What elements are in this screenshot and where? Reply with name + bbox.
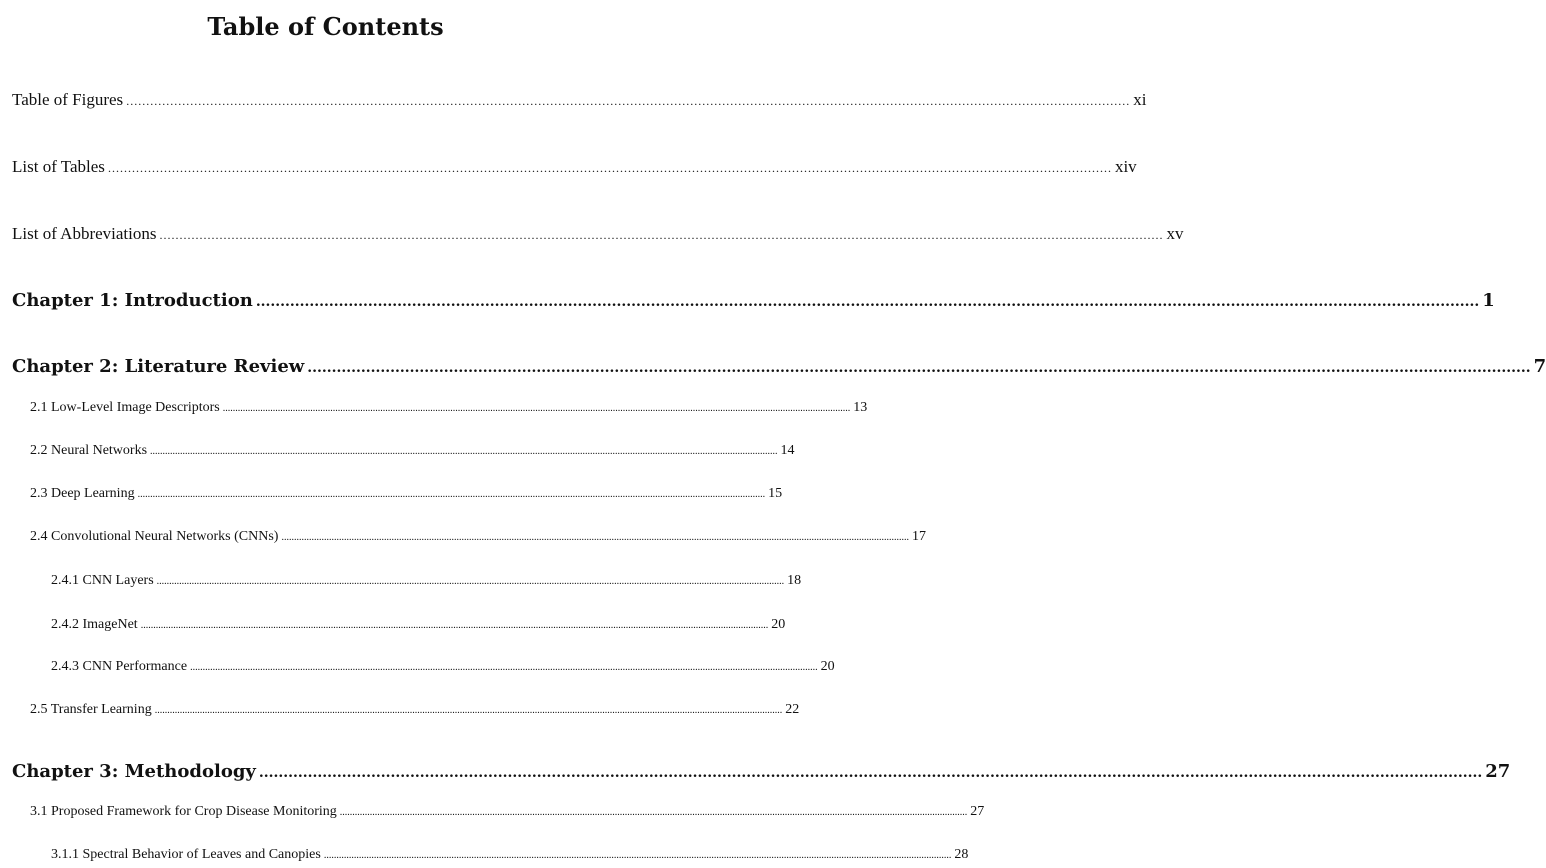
dot-leader: ........................................................................................................................................................................................................................................................... [222,403,851,414]
toc-page-number: 28 [954,847,969,862]
dot-leader: ........................................................................................................................................................................................................................................................... [258,765,1483,781]
toc-entry-chapter-3[interactable] [12,761,1511,782]
dot-leader: ........................................................................................................................................................................................................................................................... [159,228,1164,242]
toc-entry-2-2[interactable] [30,443,795,459]
toc-page-number: 20 [771,617,786,632]
dot-leader: ........................................................................................................................................................................................................................................................... [126,94,1131,108]
toc-entry-2-4-2[interactable] [51,617,786,633]
toc-page-number: 13 [853,400,868,415]
toc-page-number: 27 [970,804,985,819]
toc-page-number: xi [1133,90,1147,109]
toc-entry-label: 3.1 Proposed Framework for Crop Disease Monitoring [30,804,337,819]
dot-leader: ........................................................................................................................................................................................................................................................... [154,705,783,716]
dot-leader: ........................................................................................................................................................................................................................................................... [339,807,968,818]
toc-page-number: xv [1166,224,1184,243]
toc-entry-label: 2.1 Low-Level Image Descriptors [30,400,220,415]
toc-entry-label: 2.2 Neural Networks [30,443,148,458]
toc-page-number: 18 [787,573,802,588]
toc-entry-label: List of Tables [12,157,105,176]
toc-entry-chapter-2[interactable] [12,356,1546,377]
toc-entry-2-3[interactable] [30,486,783,502]
dot-leader: ........................................................................................................................................................................................................................................................... [140,620,769,631]
toc-entry-label: List of Abbreviations [12,224,157,243]
dot-leader: ........................................................................................................................................................................................................................................................... [150,446,778,457]
toc-entry-label: 2.5 Transfer Learning [30,702,152,717]
toc-entry-label: Chapter 3: Methodology [12,761,256,782]
toc-entry-label: 2.3 Deep Learning [30,486,135,501]
toc-page-number: 1 [1482,290,1495,311]
toc-page-number: 7 [1533,356,1546,377]
dot-leader: ........................................................................................................................................................................................................................................................... [137,489,766,500]
toc-page-number: 20 [820,659,835,674]
toc-entry-list-of-tables[interactable] [12,157,1137,177]
toc-page-number: 15 [768,486,783,501]
toc-entry-3-1-1[interactable] [51,847,969,863]
toc-entry-table-of-figures[interactable] [12,90,1147,110]
toc-entry-label: 2.4.2 ImageNet [51,617,138,632]
toc-entry-2-4[interactable] [30,529,926,545]
toc-entry-2-4-1[interactable] [51,573,802,589]
toc-page-number: 17 [911,529,926,544]
dot-leader: ........................................................................................................................................................................................................................................................... [190,662,818,673]
toc-page-number: 27 [1485,761,1511,782]
toc-page-number: 22 [785,702,800,717]
toc-page-number: xiv [1114,157,1137,176]
toc-entry-label: 2.4.3 CNN Performance [51,659,188,674]
toc-entry-3-1[interactable] [30,804,985,820]
toc-entry-label: 2.4 Convolutional Neural Networks (CNNs) [30,529,279,544]
toc-entry-list-of-abbreviations[interactable] [12,224,1184,244]
toc-entry-2-1[interactable] [30,400,868,416]
toc-entry-label: 2.4.1 CNN Layers [51,573,154,588]
toc-entry-chapter-1[interactable] [12,290,1495,311]
toc-entry-label: 3.1.1 Spectral Behavior of Leaves and Canopies [51,847,321,862]
page-title: Table of Contents [207,12,444,41]
dot-leader: ........................................................................................................................................................................................................................................................... [107,161,1112,175]
toc-entry-label: Chapter 1: Introduction [12,290,253,311]
toc-entry-label: Chapter 2: Literature Review [12,356,305,377]
dot-leader: ........................................................................................................................................................................................................................................................... [281,532,909,543]
dot-leader: ........................................................................................................................................................................................................................................................... [255,294,1480,310]
dot-leader: ........................................................................................................................................................................................................................................................... [156,576,785,587]
toc-entry-label: Table of Figures [12,90,124,109]
dot-leader: ........................................................................................................................................................................................................................................................... [307,360,1531,376]
toc-page-number: 14 [780,443,795,458]
dot-leader: ........................................................................................................................................................................................................................................................... [323,850,952,861]
toc-entry-2-4-3[interactable] [51,659,835,675]
toc-entry-2-5[interactable] [30,702,800,718]
